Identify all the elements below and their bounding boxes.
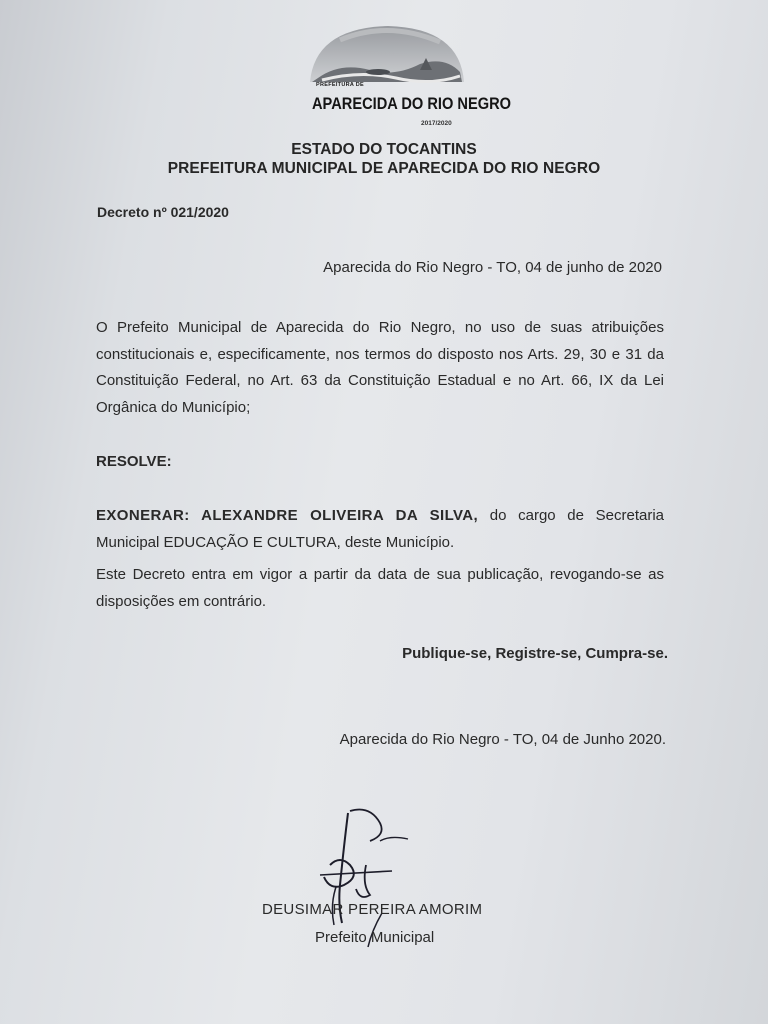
logo-name: APARECIDA DO RIO NEGRO [312, 94, 512, 113]
closing-formula: Publique-se, Registre-se, Cumpra-se. [402, 645, 668, 662]
state-heading: ESTADO DO TOCANTINS [291, 141, 477, 158]
exoneration-label: EXONERAR: ALEXANDRE OLIVEIRA DA SILVA, [96, 507, 479, 524]
exoneration-paragraph [96, 503, 664, 556]
date-line-top: Aparecida do Rio Negro - TO, 04 de junho de 2020 [323, 259, 662, 276]
preamble-paragraph: O Prefeito Municipal de Aparecida do Rio Negro, no uso de suas atribuições constitucionais e, especificamente, nos termos do disposto nos Arts. 29, 30 e 31 da Constituição Federal, no Art. 63 da Constituição Estadual e no Art. 66, IX da Lei Orgânica do Município; [96, 319, 664, 416]
date-line-bottom: Aparecida do Rio Negro - TO, 04 de Junho 2020. [339, 731, 666, 748]
decree-number: Decreto nº 021/2020 [97, 204, 229, 220]
logo-years: 2017/2020 [421, 120, 452, 127]
effective-paragraph: Este Decreto entra em vigor a partir da data de sua publicação, revogando-se as disposições em contrário. [96, 566, 664, 610]
municipality-logo [300, 20, 512, 138]
logo-prefix: PREFEITURA DE [316, 82, 365, 88]
exoneration-text: do cargo de Secretaria Municipal EDUCAÇÃO E CULTURA, deste Município. [96, 507, 664, 551]
signatory-role: Prefeito Municipal [315, 929, 435, 946]
resolve-heading: RESOLVE: [96, 453, 172, 470]
signatory-name: DEUSIMAR PEREIRA AMORIM [262, 901, 483, 918]
municipality-heading: PREFEITURA MUNICIPAL DE APARECIDA DO RIO NEGRO [167, 160, 601, 177]
